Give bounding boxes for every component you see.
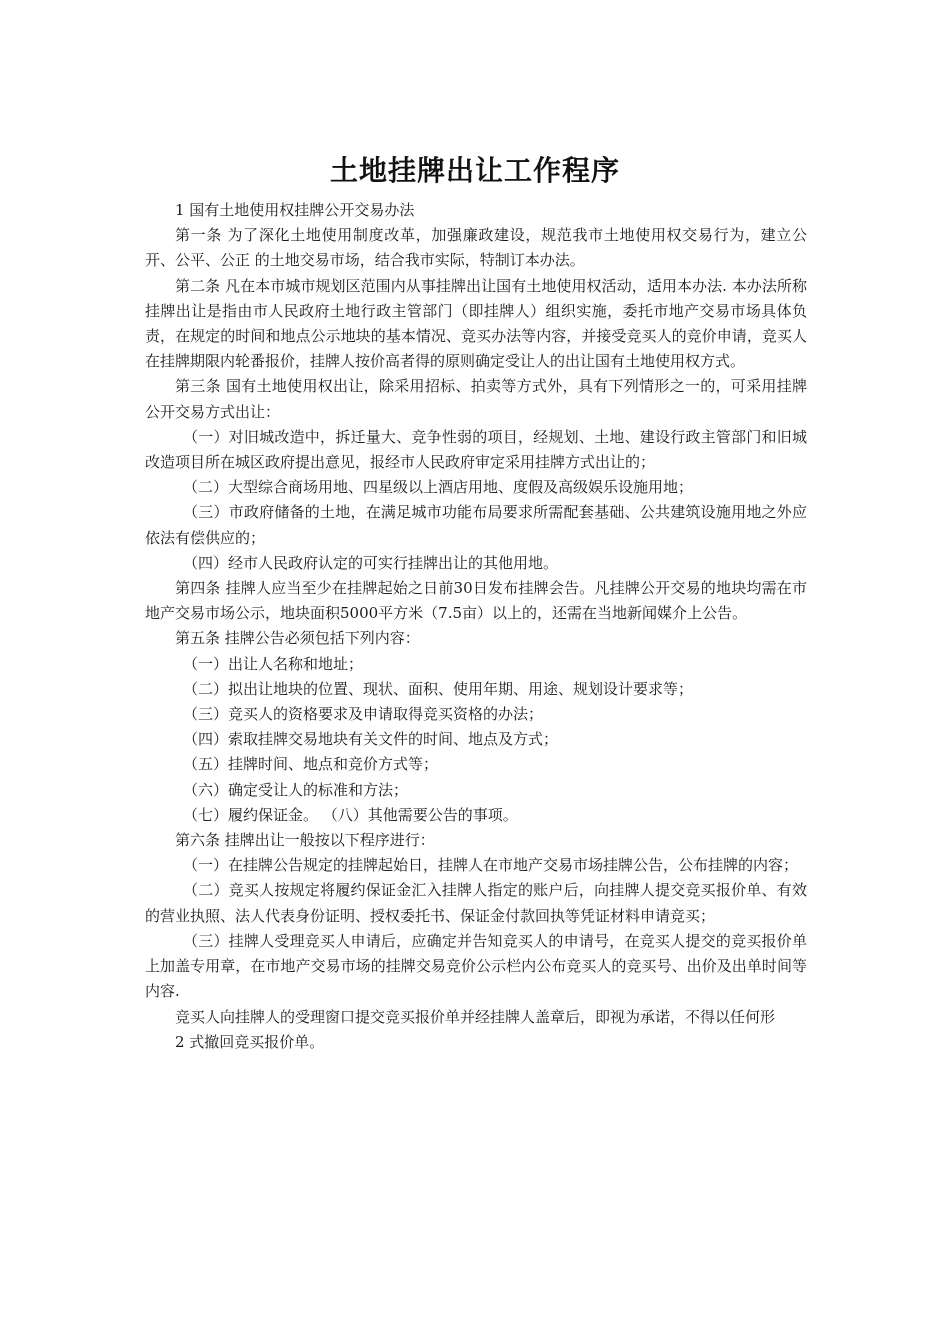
paragraph: （七）履约保证金。 （八）其他需要公告的事项。 <box>183 805 518 824</box>
paragraph: 第一条 为了深化土地使用制度改革，加强廉政建设，规范我市土地使用权交易行为，建立公开、公平、公正 的土地交易市场，结合我市实际，特制订本办法。 <box>145 226 807 270</box>
paragraph: 2 式撤回竞买报价单。 <box>175 1032 325 1051</box>
paragraph: 第六条 挂牌出让一般按以下程序进行： <box>175 831 435 850</box>
paragraph: （三）竞买人的资格要求及申请取得竞买资格的办法； <box>183 705 544 724</box>
paragraph: （一）出让人名称和地址； <box>183 654 364 673</box>
paragraph: （四）经市人民政府认定的可实行挂牌出让的其他用地。 <box>183 553 559 572</box>
paragraph: 第四条 挂牌人应当至少在挂牌起始之日前30日发布挂牌会告。凡挂牌公开交易的地块均需在市地产交易市场公示，地块面积5000平方米（7.5亩）以上的，还需在当地新闻媒介上公告。 <box>145 579 807 623</box>
paragraph: （三）市政府储备的土地，在满足城市功能布局要求所需配套基础、公共建筑设施用地之外应依法有偿供应的； <box>145 503 807 547</box>
paragraph: （二）竞买人按规定将履约保证金汇入挂牌人指定的账户后，向挂牌人提交竞买报价单、有效的营业执照、法人代表身份证明、授权委托书、保证金付款回执等凭证材料申请竞买； <box>145 881 807 925</box>
paragraph: 第五条 挂牌公告必须包括下列内容： <box>175 629 420 648</box>
paragraph: （四）索取挂牌交易地块有关文件的时间、地点及方式； <box>183 730 559 749</box>
paragraph: （二）拟出让地块的位置、现状、面积、使用年期、用途、规划设计要求等； <box>183 679 694 698</box>
document-title: 土地挂牌出让工作程序 <box>329 153 620 187</box>
paragraph: 竞买人向挂牌人的受理窗口提交竞买报价单并经挂牌人盖章后，即视为承诺，不得以任何形 <box>175 1007 776 1026</box>
paragraph: 第三条 国有土地使用权出让，除采用招标、拍卖等方式外，具有下列情形之一的，可采用挂牌公开交易方式出让： <box>145 377 807 421</box>
paragraph: （一）在挂牌公告规定的挂牌起始日，挂牌人在市地产交易市场挂牌公告，公布挂牌的内容； <box>183 856 799 875</box>
paragraph: 第二条 凡在本市城市规划区范围内从事挂牌出让国有土地使用权活动，适用本办法. 本办法所称挂牌出让是指由市人民政府土地行政主管部门（即挂牌人）组织实施，委托市地产交易市场具体负责，在规定的时间和地点公示地块的基本情况、竞买办法等内容，并接受竞买人的竞价申请，竞买人在挂牌期限内轮番报价，挂牌人按价高者得的原则确定受让人的出让国有土地使用权方式。 <box>145 276 807 371</box>
paragraph: （一）对旧城改造中，拆迁量大、竞争性弱的项目，经规划、土地、建设行政主管部门和旧城改造项目所在城区政府提出意见，报经市人民政府审定采用挂牌方式出让的； <box>145 427 807 472</box>
paragraph: （三）挂牌人受理竞买人申请后，应确定并告知竞买人的申请号，在竞买人提交的竞买报价单上加盖专用章，在市地产交易市场的挂牌交易竞价公示栏内公布竞买人的竞买号、出价及出单时间等内容. <box>145 931 807 1001</box>
paragraph: （二）大型综合商场用地、四星级以上酒店用地、度假及高级娱乐设施用地； <box>183 478 694 497</box>
paragraph: 1 国有土地使用权挂牌公开交易办法 <box>175 201 415 219</box>
paragraph: （五）挂牌时间、地点和竞价方式等； <box>183 755 439 774</box>
document-body <box>145 198 807 1055</box>
paragraph: （六）确定受让人的标准和方法； <box>183 780 409 799</box>
